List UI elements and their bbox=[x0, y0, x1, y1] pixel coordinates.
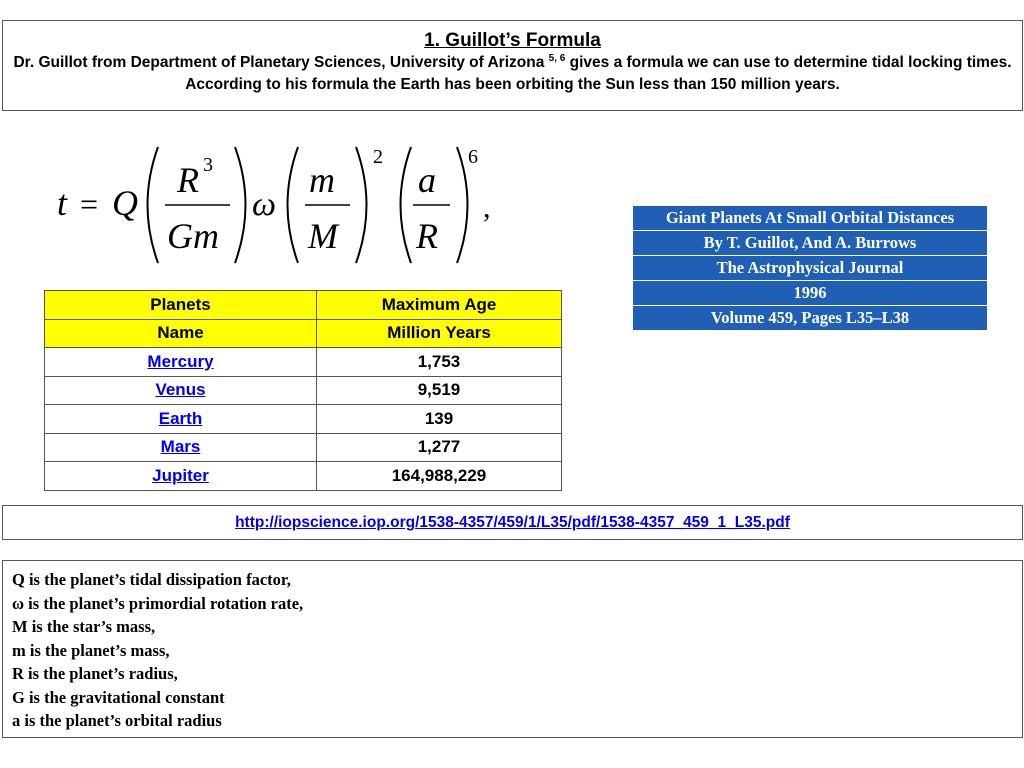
reference-row bbox=[633, 256, 988, 281]
planet-name-cell bbox=[45, 376, 317, 405]
table-row bbox=[45, 405, 562, 434]
description-text-2: gives a formula we can use to determine tidal locking times. According to his formula the Earth has been orbiting the Sun less than 150 million years. bbox=[185, 54, 1012, 93]
paren-right-2 bbox=[356, 147, 367, 263]
planet-link[interactable]: Earth bbox=[158, 408, 203, 428]
legend-line: R is the planet’s radius, bbox=[12, 664, 178, 683]
slide-title: 1. Guillot’s Formula bbox=[424, 30, 601, 51]
frac3-exponent: 6 bbox=[468, 146, 478, 168]
legend-line: ω is the planet’s primordial rotation rate, bbox=[12, 593, 304, 613]
citation-superscript: 5, 6 bbox=[548, 53, 566, 64]
planet-link[interactable]: Mars bbox=[160, 437, 201, 457]
max-age-cell: 1,277 bbox=[317, 433, 562, 462]
frac1-denominator: Gm bbox=[167, 216, 219, 256]
max-age-cell: 1,753 bbox=[317, 348, 562, 377]
title-box bbox=[2, 20, 1023, 111]
legend-line: M is the star’s mass, bbox=[12, 617, 156, 636]
max-age-cell: 139 bbox=[317, 405, 562, 434]
formula-comma: , bbox=[483, 191, 491, 224]
planet-name-cell bbox=[45, 405, 317, 434]
reference-table bbox=[632, 205, 988, 331]
legend-line: Q is the planet’s tidal dissipation factor, bbox=[12, 570, 291, 589]
legend-line: a is the planet’s orbital radius bbox=[12, 711, 222, 730]
planet-link[interactable]: Jupiter bbox=[152, 465, 209, 485]
table-row bbox=[45, 462, 562, 491]
description-text-1: Dr. Guillot from Department of Planetary Sciences, University of Arizona bbox=[13, 54, 549, 71]
table-row bbox=[45, 348, 562, 377]
column-header-max-age: Maximum Age bbox=[317, 291, 562, 320]
paren-left-1 bbox=[148, 147, 159, 263]
frac1-numerator-exponent: 3 bbox=[203, 154, 213, 176]
frac2-denominator: M bbox=[308, 216, 338, 256]
slide-description bbox=[3, 52, 1022, 96]
planet-name-cell bbox=[45, 433, 317, 462]
table-row bbox=[45, 376, 562, 405]
max-age-cell: 9,519 bbox=[317, 376, 562, 405]
reference-line: Giant Planets At Small Orbital Distances bbox=[633, 206, 988, 231]
reference-row bbox=[633, 306, 988, 331]
planet-name-cell bbox=[45, 462, 317, 491]
max-age-cell: 164,988,229 bbox=[317, 462, 562, 491]
reference-line: 1996 bbox=[633, 281, 988, 306]
frac2-numerator: m bbox=[309, 160, 335, 200]
table-row bbox=[45, 433, 562, 462]
paren-right-1 bbox=[235, 147, 246, 263]
reference-line: Volume 459, Pages L35–L38 bbox=[633, 306, 988, 331]
frac3-numerator: a bbox=[418, 160, 436, 200]
reference-line: By T. Guillot, And A. Burrows bbox=[633, 231, 988, 256]
paren-left-3 bbox=[401, 147, 412, 263]
table-header-row bbox=[45, 319, 562, 348]
frac1-numerator: R bbox=[177, 160, 199, 200]
reference-line: The Astrophysical Journal bbox=[633, 256, 988, 281]
guillot-formula bbox=[55, 135, 510, 270]
formula-omega: ω bbox=[252, 186, 277, 223]
formula-t: t bbox=[57, 183, 68, 223]
legend-line: G is the gravitational constant bbox=[12, 687, 225, 707]
column-header-planets: Planets bbox=[45, 291, 317, 320]
frac2-exponent: 2 bbox=[373, 146, 383, 168]
planet-age-table bbox=[44, 290, 562, 491]
url-box bbox=[2, 505, 1023, 540]
paper-pdf-link[interactable]: http://iopscience.iop.org/1538-4357/459/1/L35/pdf/1538-4357_459_1_L35.pdf bbox=[235, 514, 790, 531]
formula-equals: = bbox=[80, 186, 99, 222]
paren-right-3 bbox=[457, 147, 468, 263]
variable-legend bbox=[2, 560, 1023, 738]
paren-left-2 bbox=[288, 147, 299, 263]
planet-link[interactable]: Venus bbox=[155, 380, 206, 400]
planet-name-cell bbox=[45, 348, 317, 377]
formula-q: Q bbox=[112, 183, 138, 223]
column-subheader-name: Name bbox=[45, 319, 317, 348]
column-subheader-million-years: Million Years bbox=[317, 319, 562, 348]
reference-row bbox=[633, 231, 988, 256]
reference-row bbox=[633, 206, 988, 231]
reference-row bbox=[633, 281, 988, 306]
planet-link[interactable]: Mercury bbox=[147, 351, 214, 371]
legend-line: m is the planet’s mass, bbox=[12, 640, 170, 660]
frac3-denominator: R bbox=[416, 216, 438, 256]
table-header-row bbox=[45, 291, 562, 320]
